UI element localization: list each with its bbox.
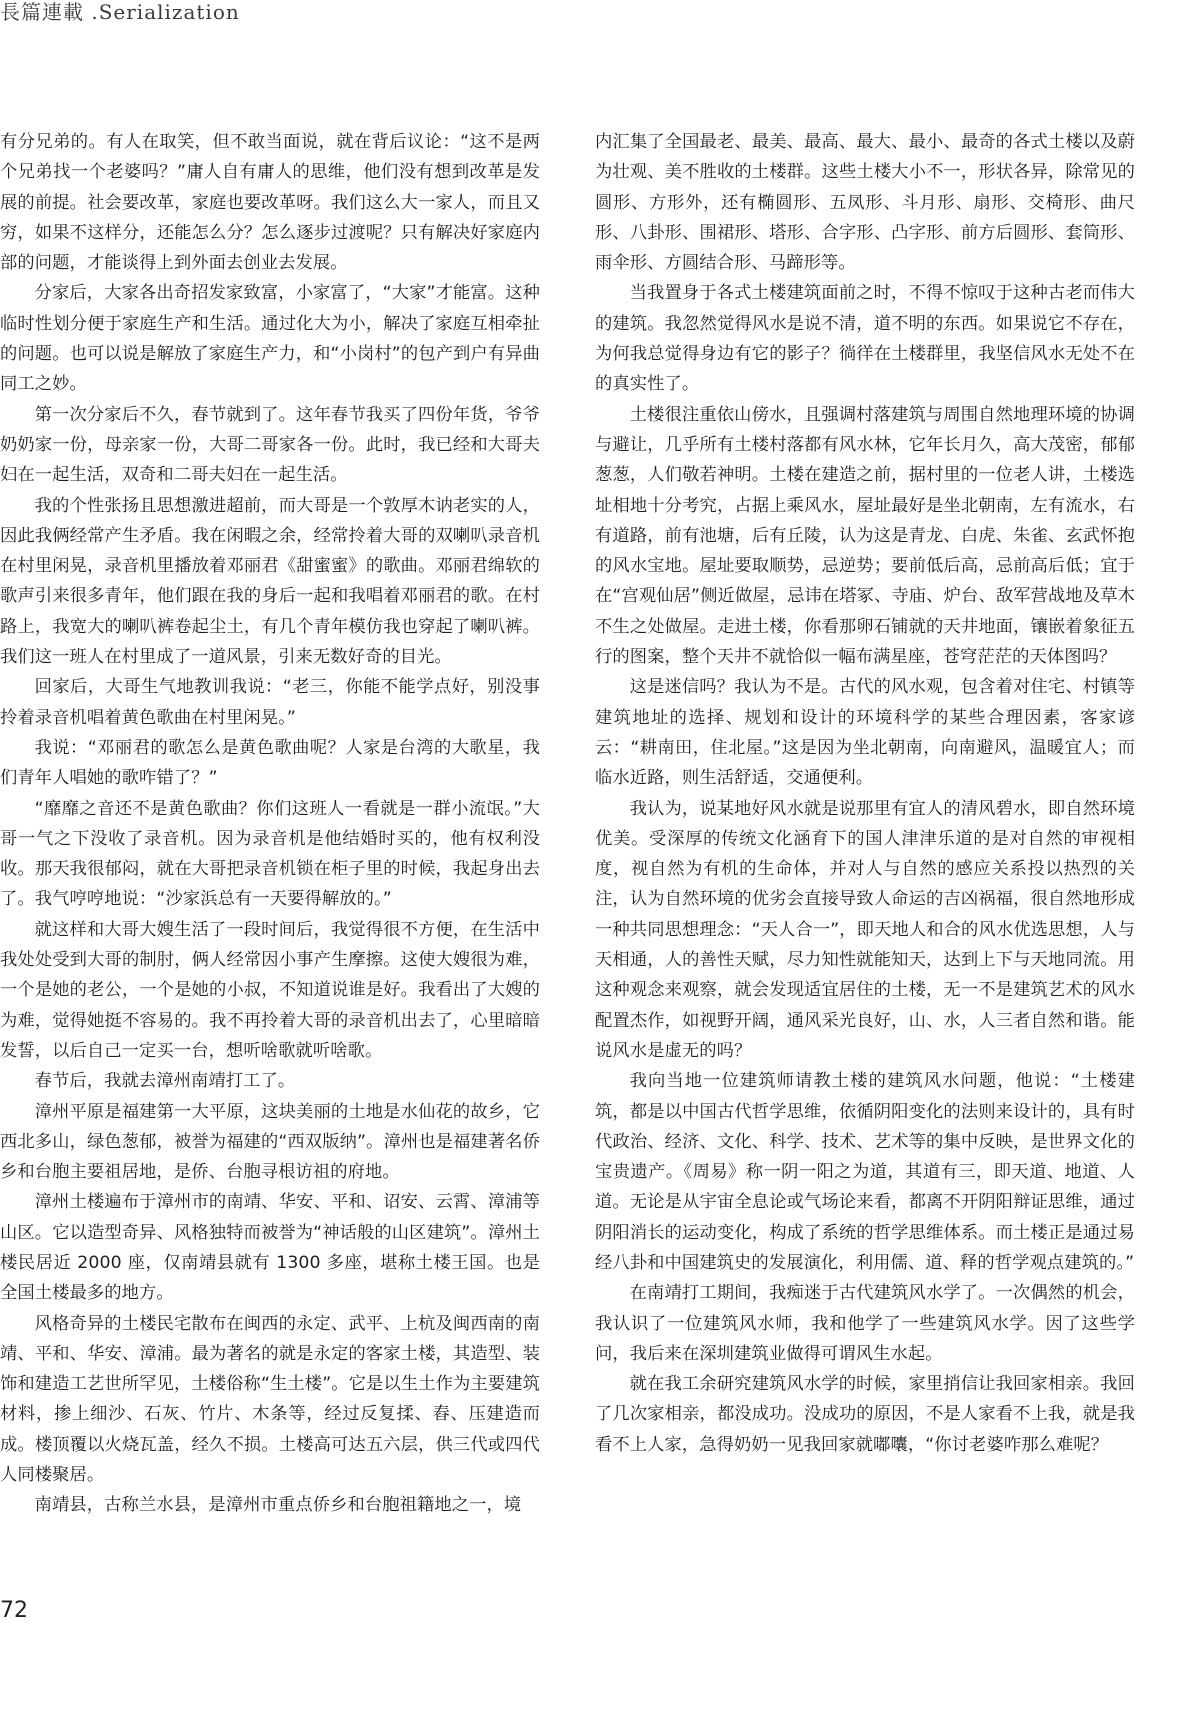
paragraph: 风格奇异的土楼民宅散布在闽西的永定、武平、上杭及闽西南的南靖、平和、华安、漳浦。最为著名的就是永定的客家土楼，其造型、装饰和建造工艺世所罕见，土楼俗称“生土楼”。它是以生土作为主要建筑材料，掺上细沙、石灰、竹片、木条等，经过反复揉、舂、压建造而成。楼顶覆以火烧瓦盖，经久不损。土楼高可达五六层，供三代或四代人同楼聚居。 xyxy=(0,1313,540,1486)
paragraph: 有分兄弟的。有人在取笑，但不敢当面说，就在背后议论：“这不是两个兄弟找一个老婆吗？”庸人自有庸人的思维，他们没有想到改革是发展的前提。社会要改革，家庭也要改革呀。我们这么大一家人，而且又穷，如果不这样分，还能怎么分？怎么逐步过渡呢？只有解决好家庭内部的问题，才能谈得上到外面去创业去发展。 xyxy=(0,132,540,274)
paragraph: 在南靖打工期间，我痴迷于古代建筑风水学了。一次偶然的机会，我认识了一位建筑风水师，我和他学了一些建筑风水学。因了这些学问，我后来在深圳建筑业做得可谓风生水起。 xyxy=(595,1283,1135,1364)
paragraph: 回家后，大哥生气地教训我说：“老三，你能不能学点好，别没事拎着录音机唱着黄色歌曲在村里闲晃。” xyxy=(0,677,540,728)
paragraph: 分家后，大家各出奇招发家致富，小家富了，“大家”才能富。这种临时性划分便于家庭生产和生活。通过化大为小，解决了家庭互相牵扯的问题。也可以说是解放了家庭生产力，和“小岗村”的包产到户有异曲同工之妙。 xyxy=(0,283,540,395)
paragraph: 我认为，说某地好风水就是说那里有宜人的清风碧水，即自然环境优美。受深厚的传统文化涵育下的国人津津乐道的是对自然的审视相度，视自然为有机的生命体，并对人与自然的感应关系投以热烈的关注，认为自然环境的优劣会直接导致人命运的吉凶祸福，很自然地形成一种共同思想理念：“天人合一”，即天地人和合的风水优选思想，人与天相通，人的善性天赋，尽力知性就能知天，达到上下与天地同流。用这种观念来观察，就会发现适宜居住的土楼，无一不是建筑艺术的风水配置杰作，如视野开阔，通风采光良好，山、水，人三者自然和谐。能说风水是虚无的吗？ xyxy=(595,798,1135,1061)
paragraph: 当我置身于各式土楼建筑面前之时，不得不惊叹于这种古老而伟大的建筑。我忽然觉得风水是说不清，道不明的东西。如果说它不存在，为何我总觉得身边有它的影子？徜徉在土楼群里，我坚信风水无处不在的真实性了。 xyxy=(595,283,1135,395)
paragraph: 第一次分家后不久，春节就到了。这年春节我买了四份年货，爷爷奶奶家一份，母亲家一份，大哥二哥家各一份。此时，我已经和大哥夫妇在一起生活，双奇和二哥夫妇在一起生活。 xyxy=(0,404,540,486)
paragraph: 春节后，我就去漳州南靖打工了。 xyxy=(34,1071,296,1092)
paragraph: 土楼很注重依山傍水，且强调村落建筑与周围自然地理环境的协调与避让，几乎所有土楼村落都有风水林，它年长月久，高大茂密，郁郁葱葱，人们敬若神明。土楼在建造之前，据村里的一位老人讲，土楼选址相地十分考究，占据上乘风水，屋址最好是坐北朝南，左有流水，右有道路，前有池塘，后有丘陵，认为这是青龙、白虎、朱雀、玄武怀抱的风水宝地。屋址要取顺势，忌逆势；要前低后高，忌前高后低；宜于在“宫观仙居”侧近做屋，忌讳在塔冢、寺庙、炉台、敌军营战地及草木不生之处做屋。走进土楼，你看那卵石铺就的天井地面，镶嵌着象征五行的图案，整个天井不就恰似一幅布满星座，苍穹茫茫的天体图吗？ xyxy=(595,404,1135,668)
paragraph: 就在我工余研究建筑风水学的时候，家里捎信让我回家相亲。我回了几次家相亲，都没成功。没成功的原因，不是人家看不上我，就是我看不上人家，急得奶奶一见我回家就嘟囔，“你讨老婆咋那么难呢？ xyxy=(595,1374,1135,1455)
paragraph: 我的个性张扬且思想激进超前，而大哥是一个敦厚木讷老实的人，因此我俩经常产生矛盾。我在闲暇之余，经常拎着大哥的双喇叭录音机在村里闲晃，录音机里播放着邓丽君《甜蜜蜜》的歌曲。邓丽君绵软的歌声引来很多青年，他们跟在我的身后一起和我唱着邓丽君的歌。在村路上，我宽大的喇叭裤卷起尘土，有几个青年模仿我也穿起了喇叭裤。我们这一班人在村里成了一道风景，引来无数好奇的目光。 xyxy=(0,495,540,668)
page-number: 72 xyxy=(0,1598,28,1623)
paragraph: 漳州土楼遍布于漳州市的南靖、华安、平和、诏安、云霄、漳浦等山区。它以造型奇异、风格独特而被誉为“神话般的山区建筑”。漳州土楼民居近 2000 座，仅南靖县就有 1300 多座，堪称土楼王国。也是全国土楼最多的地方。 xyxy=(0,1192,540,1304)
paragraph: 内汇集了全国最老、最美、最高、最大、最小、最奇的各式土楼以及蔚为壮观、美不胜收的土楼群。这些土楼大小不一，形状各异，除常见的圆形、方形外，还有椭圆形、五凤形、斗月形、扇形、交椅形、曲尺形、八卦形、围裙形、塔形、合字形、凸字形、前方后圆形、套筒形、雨伞形、方圆结合形、马蹄形等。 xyxy=(595,132,1135,274)
paragraph: 我向当地一位建筑师请教土楼的建筑风水问题，他说：“土楼建筑，都是以中国古代哲学思维，依循阴阳变化的法则来设计的，具有时代政治、经济、文化、科学、技术、艺术等的集中反映，是世界文化的宝贵遗产。《周易》称一阴一阳之为道，其道有三，即天道、地道、人道。无论是从宇宙全息论或气场论来看，都离不开阴阳辩证思维，通过阴阳消长的运动变化，构成了系统的哲学思维体系。而土楼正是通过易经八卦和中国建筑史的发展演化，利用儒、道、释的哲学观点建筑的。” xyxy=(595,1071,1135,1273)
paragraph: 我说：“邓丽君的歌怎么是黄色歌曲呢？人家是台湾的大歌星，我们青年人唱她的歌咋错了？” xyxy=(0,737,540,789)
paragraph: 漳州平原是福建第一大平原，这块美丽的土地是水仙花的故乡，它西北多山，绿色葱郁，被誉为福建的“西双版纳”。漳州也是福建著名侨乡和台胞主要祖居地，是侨、台胞寻根访祖的府地。 xyxy=(0,1101,540,1183)
right-column xyxy=(595,127,1135,1460)
section-header: 長篇連載 .Serialization xyxy=(0,0,240,24)
left-column xyxy=(0,127,540,1521)
paragraph: 这是迷信吗？我认为不是。古代的风水观，包含着对住宅、村镇等建筑地址的选择、规划和设计的环境科学的某些合理因素，客家谚云：“耕南田，住北屋。”这是因为坐北朝南，向南避风，温暖宜人；而临水近路，则生活舒适，交通便利。 xyxy=(595,677,1135,789)
paragraph: 南靖县，古称兰水县，是漳州市重点侨乡和台胞祖籍地之一，境 xyxy=(34,1495,522,1516)
paragraph: “靡靡之音还不是黄色歌曲？你们这班人一看就是一群小流氓。”大哥一气之下没收了录音机。因为录音机是他结婚时买的，他有权利没收。那天我很郁闷，就在大哥把录音机锁在柜子里的时候，我起身出去了。我气哼哼地说：“沙家浜总有一天要得解放的。” xyxy=(0,798,540,910)
paragraph: 就这样和大哥大嫂生活了一段时间后，我觉得很不方便，在生活中我处处受到大哥的制肘，俩人经常因小事产生摩擦。这使大嫂很为难，一个是她的老公，一个是她的小叔，不知道说谁是好。我看出了大嫂的为难，觉得她挺不容易的。我不再拎着大哥的录音机出去了，心里暗暗发誓，以后自己一定买一台，想听啥歌就听啥歌。 xyxy=(0,919,540,1061)
